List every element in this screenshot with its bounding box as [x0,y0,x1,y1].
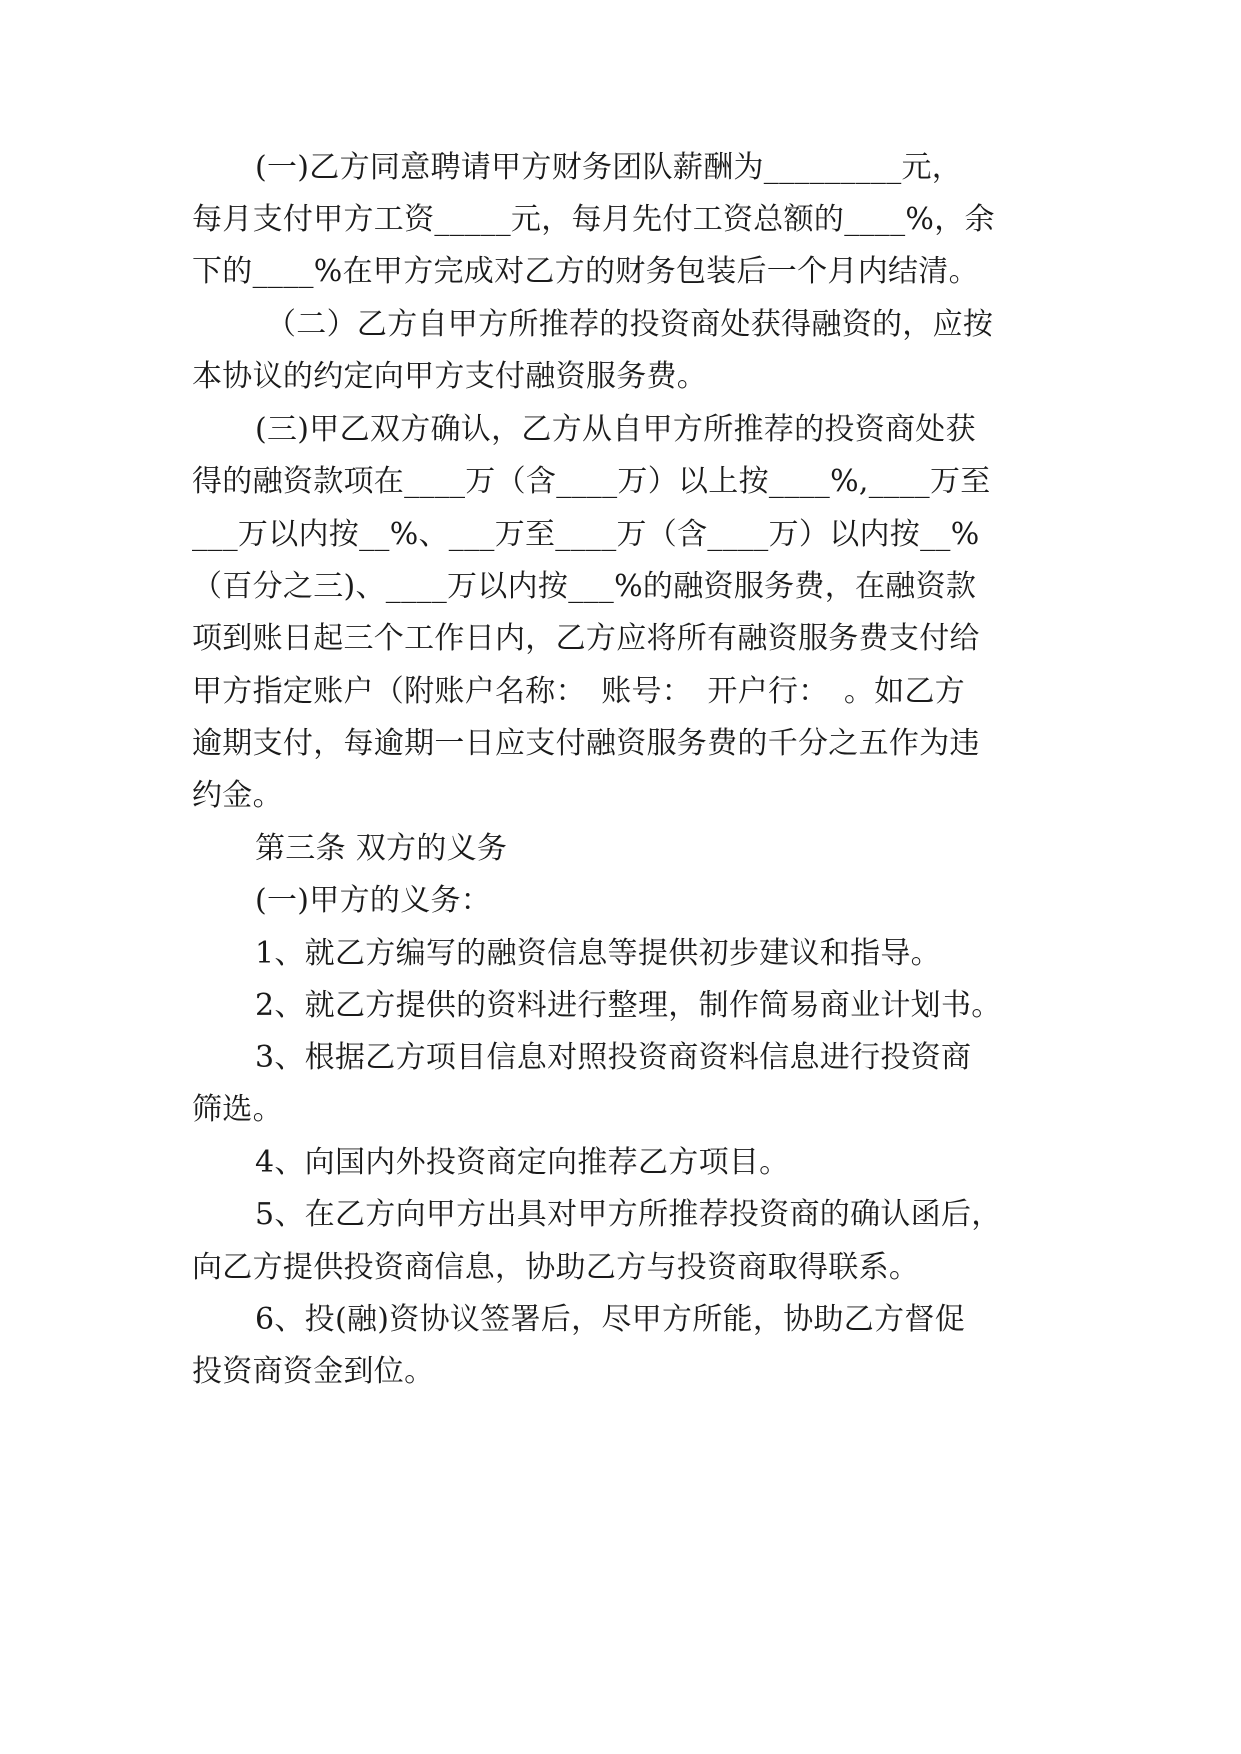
paragraph-line: ___万以内按__%、___万至____万（含____万）以内按__% [192,517,980,552]
paragraph-line: 逾期支付，每逾期一日应支付融资服务费的千分之五作为违 [192,726,980,761]
list-item: 2、就乙方提供的资料进行整理，制作简易商业计划书。 [255,988,1002,1023]
paragraph-line: 约金。 [192,778,283,813]
paragraph-line: 得的融资款项在____万（含____万）以上按____%,____万至 [192,464,991,499]
paragraph-line: （百分之三)、____万以内按___%的融资服务费，在融资款 [192,569,977,604]
list-item: 5、在乙方向甲方出具对甲方所推荐投资商的确认函后， [255,1197,1002,1232]
list-item: 1、就乙方编写的融资信息等提供初步建议和指导。 [255,936,941,971]
list-item: 6、投(融)资协议签署后，尽甲方所能，协助乙方督促 [255,1302,965,1337]
paragraph-line: (三)甲乙双方确认，乙方从自甲方所推荐的投资商处获 [255,412,976,447]
list-item-continuation: 投资商资金到位。 [192,1354,435,1389]
list-item-continuation: 向乙方提供投资商信息，协助乙方与投资商取得联系。 [192,1250,920,1285]
paragraph-line: 甲方指定账户（附账户名称： 账号： 开户行： 。如乙方 [192,674,966,709]
subsection-heading: (一)甲方的义务： [255,883,492,918]
paragraph-line: 每月支付甲方工资_____元，每月先付工资总额的____%，余 [192,202,995,237]
paragraph-line: 项到账日起三个工作日内，乙方应将所有融资服务费支付给 [192,621,980,656]
list-item: 4、向国内外投资商定向推荐乙方项目。 [255,1145,790,1180]
paragraph-line: 本协议的约定向甲方支付融资服务费。 [192,359,708,394]
list-item: 3、根据乙方项目信息对照投资商资料信息进行投资商 [255,1040,972,1075]
list-item-continuation: 筛选。 [192,1092,283,1127]
paragraph-line: 下的____%在甲方完成对乙方的财务包装后一个月内结清。 [192,254,979,289]
paragraph-line: (一)乙方同意聘请甲方财务团队薪酬为_________元， [255,150,963,185]
section-heading: 第三条 双方的义务 [255,831,508,866]
paragraph-line: （二）乙方自甲方所推荐的投资商处获得融资的，应按 [266,307,994,342]
